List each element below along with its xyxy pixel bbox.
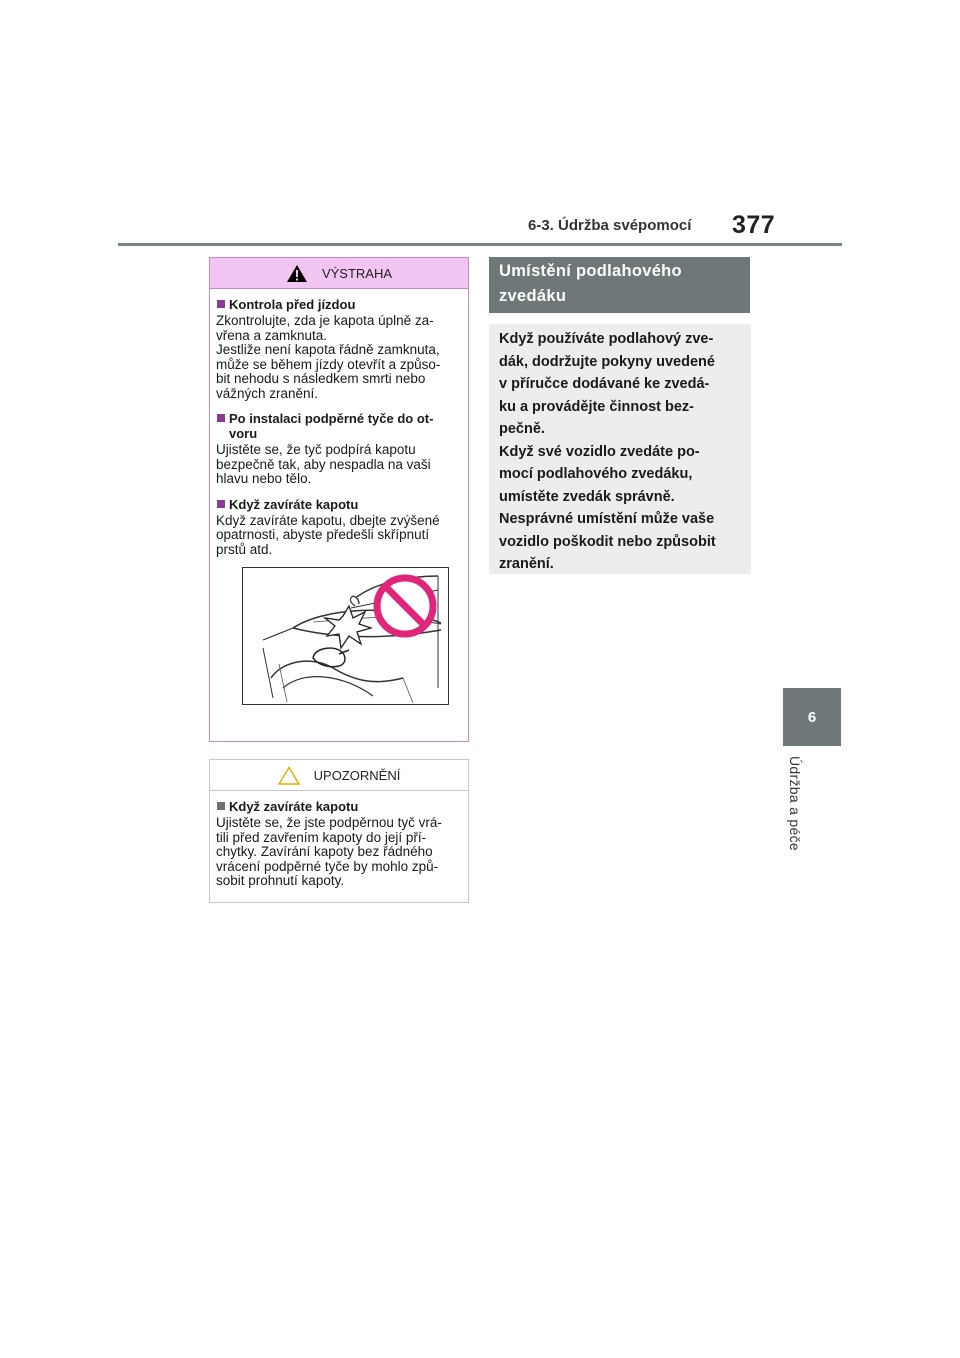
caution-triangle-icon [278, 766, 300, 785]
warning-item-body: Ujistěte se, že tyč podpírá kapotu bezpečně tak, aby nespadla na vaši hlavu nebo tělo. [216, 442, 431, 486]
caution-item-body: Ujistěte se, že jste podpěrnou tyč vrá- tili před zavřením kapoty do její pří- chytky. Zavírání kapoty bez řádného vrácení podpěrné tyče by mohlo způ- sobit prohnutí kapoty. [216, 815, 442, 888]
warning-title: VÝSTRAHA [321, 265, 393, 281]
warning-item-title: Kontrola před jízdou [216, 297, 460, 312]
topic-summary: Když používáte podlahový zve- dák, dodržujte pokyny uvedené v příručce dodávané ke zvedá- ku a provádějte činnost bez- pečně. Když své vozidlo zvedáte po- mocí podlahového zvedáku, umístěte zvedák správně. Nesprávné umístění může vaše vozidlo poškodit nebo způsobit zranění. [489, 324, 751, 574]
warning-item-body: Zkontrolujte, zda je kapota úplně za- vřena a zamknuta. Jestliže není kapota řádně zamknuta, může se během jízdy otevřít a způso- bit nehodu s následkem smrti nebo vážných zranění. [216, 313, 441, 401]
bullet-square-icon [217, 300, 225, 308]
hood-pinch-illustration [242, 567, 449, 705]
bullet-square-icon [217, 414, 225, 422]
section-title: 6-3. Údržba svépomocí [528, 217, 692, 234]
page-number: 377 [732, 211, 776, 239]
header-divider [118, 243, 842, 246]
prohibition-icon [377, 578, 433, 634]
caution-box [209, 759, 469, 903]
warning-triangle-icon [286, 264, 308, 283]
caution-header [210, 760, 468, 791]
bullet-square-icon [217, 500, 225, 508]
caution-item-title: Když zavíráte kapotu [216, 799, 460, 814]
warning-box [209, 257, 469, 742]
warning-item-body: Když zavíráte kapotu, dbejte zvýšené opatrnosti, abyste předešli skřípnutí prstů atd. [216, 512, 440, 557]
bullet-square-icon [217, 802, 225, 810]
caution-title: UPOZORNĚNÍ [313, 767, 401, 783]
chapter-tab[interactable]: 6 [783, 688, 841, 746]
warning-item-title: Po instalaci podpěrné tyče do ot- voru [216, 411, 460, 441]
topic-title: Umístění podlahového zvedáku [489, 257, 750, 313]
warning-header [210, 258, 468, 289]
warning-item-title: Když zavíráte kapotu [216, 497, 460, 512]
chapter-tab-label: Údržba a péče [787, 756, 803, 851]
